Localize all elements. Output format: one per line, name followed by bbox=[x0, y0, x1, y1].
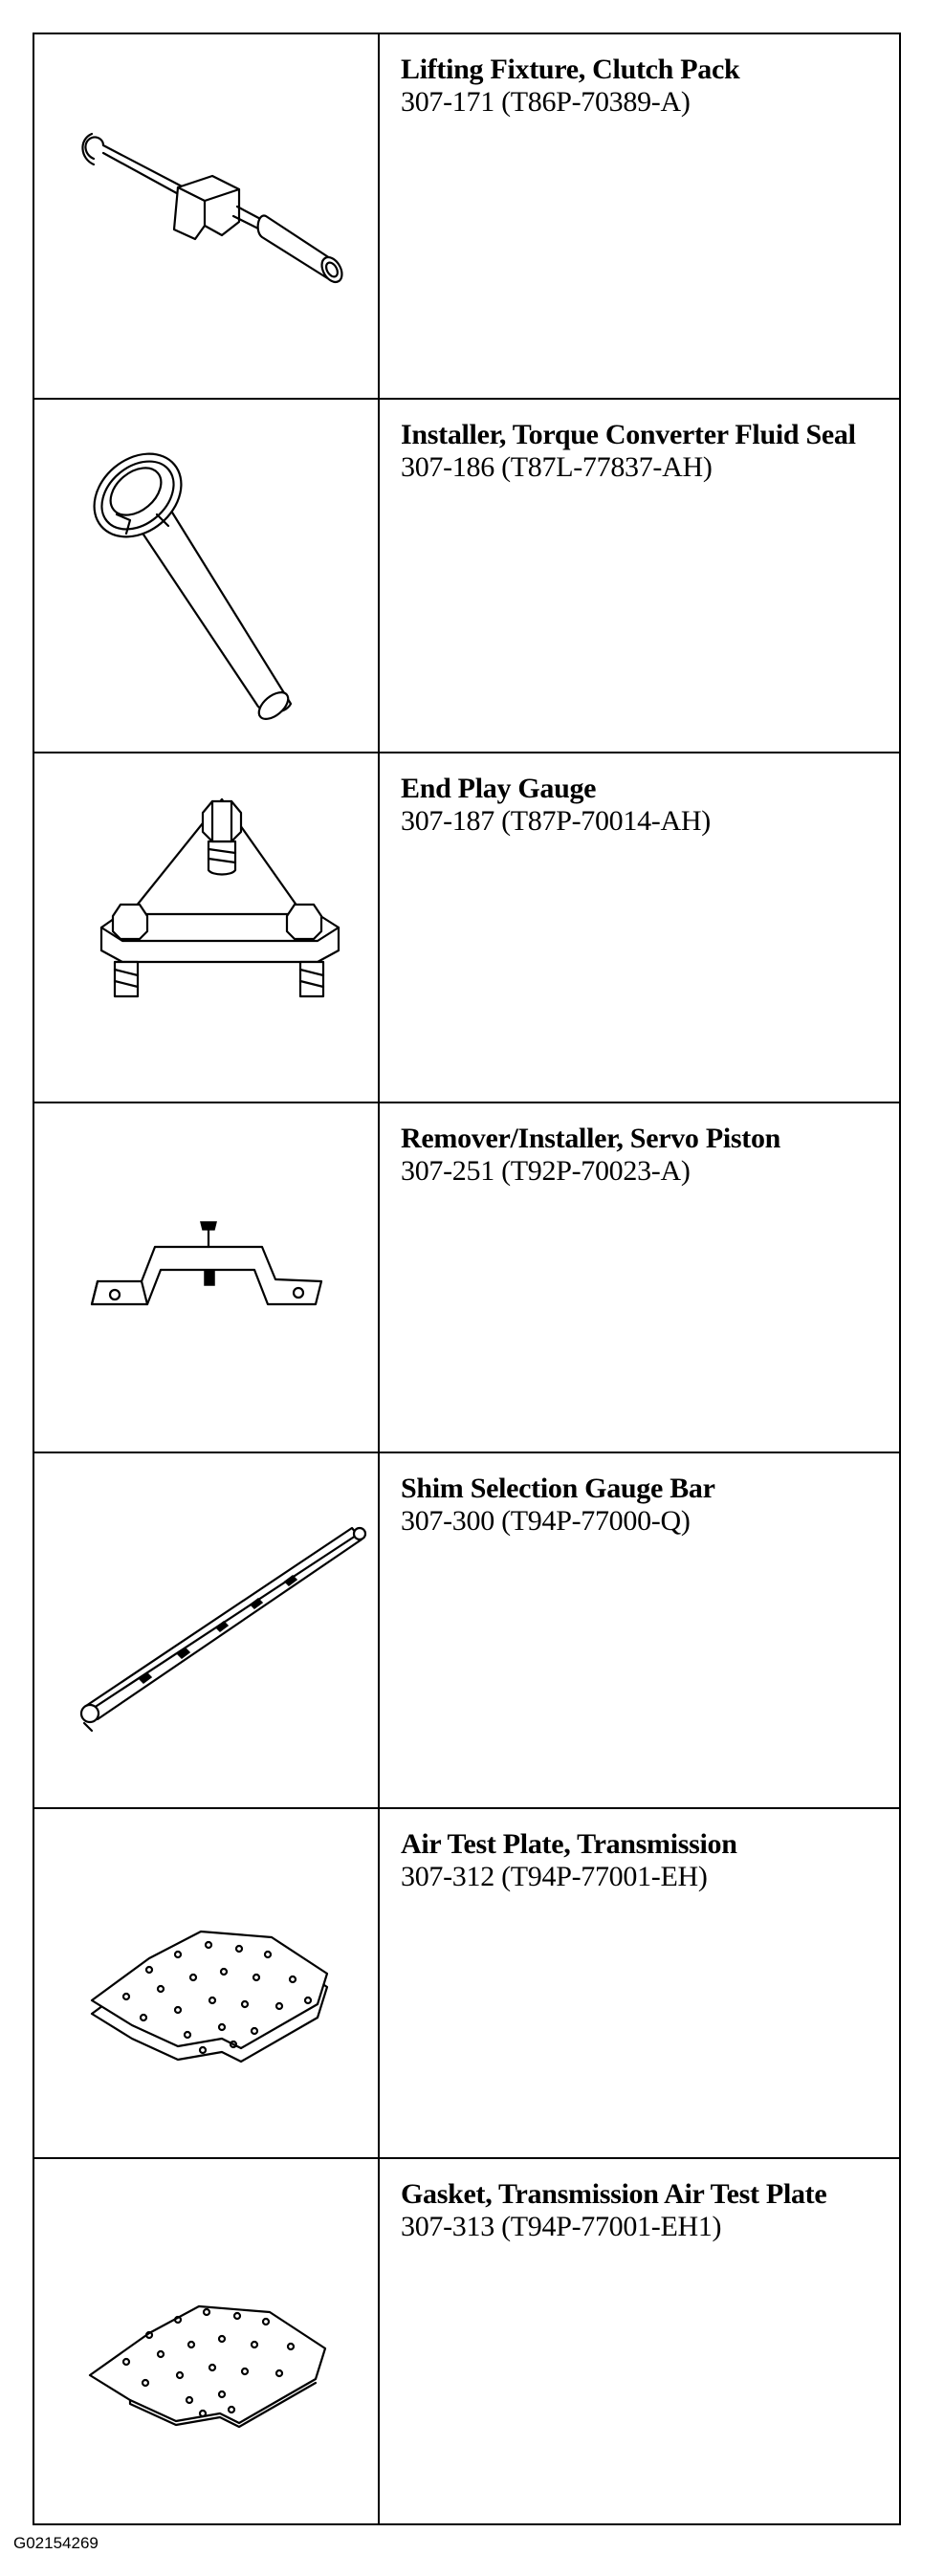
tool-illustration-cell bbox=[33, 1808, 379, 2158]
tool-description-cell bbox=[379, 399, 900, 753]
tool-row bbox=[33, 399, 900, 753]
tool-part-number: 307-186 (T87L-77837-AH) bbox=[401, 451, 713, 483]
tool-name: Installer, Torque Converter Fluid Seal bbox=[401, 419, 856, 450]
clutch-pack-lifting-fixture-icon bbox=[34, 34, 378, 398]
air-test-plate-icon bbox=[34, 1809, 378, 2157]
tool-description-cell bbox=[379, 33, 900, 399]
tool-illustration-cell bbox=[33, 1452, 379, 1808]
tool-part-number: 307-187 (T87P-70014-AH) bbox=[401, 805, 711, 837]
tool-row bbox=[33, 2158, 900, 2524]
tool-row bbox=[33, 753, 900, 1102]
tool-row bbox=[33, 33, 900, 399]
special-tools-table bbox=[33, 33, 901, 2525]
tool-name: End Play Gauge bbox=[401, 773, 597, 804]
tool-illustration-cell bbox=[33, 399, 379, 753]
tool-description-cell bbox=[379, 1102, 900, 1452]
tool-part-number: 307-313 (T94P-77001-EH1) bbox=[401, 2211, 722, 2242]
tool-illustration-cell bbox=[33, 33, 379, 399]
tool-name: Shim Selection Gauge Bar bbox=[401, 1473, 715, 1504]
tool-part-number: 307-251 (T92P-70023-A) bbox=[401, 1155, 691, 1187]
tool-description-cell bbox=[379, 753, 900, 1102]
figure-id: G02154269 bbox=[13, 2534, 99, 2552]
tool-part-number: 307-300 (T94P-77000-Q) bbox=[401, 1505, 691, 1537]
tool-name: Lifting Fixture, Clutch Pack bbox=[401, 54, 740, 85]
tool-description-cell bbox=[379, 2158, 900, 2524]
gasket-icon bbox=[34, 2159, 378, 2523]
tool-row bbox=[33, 1452, 900, 1808]
tool-description-cell bbox=[379, 1452, 900, 1808]
tool-name: Gasket, Transmission Air Test Plate bbox=[401, 2178, 827, 2210]
tool-row bbox=[33, 1102, 900, 1452]
tool-row bbox=[33, 1808, 900, 2158]
tool-name: Air Test Plate, Transmission bbox=[401, 1828, 737, 1860]
end-play-gauge-icon bbox=[34, 753, 378, 1102]
tool-name: Remover/Installer, Servo Piston bbox=[401, 1123, 781, 1154]
gauge-bar-icon bbox=[34, 1453, 378, 1807]
servo-piston-tool-icon bbox=[34, 1103, 378, 1452]
tool-description-cell bbox=[379, 1808, 900, 2158]
tool-part-number: 307-171 (T86P-70389-A) bbox=[401, 86, 691, 118]
seal-installer-icon bbox=[34, 400, 378, 752]
tool-part-number: 307-312 (T94P-77001-EH) bbox=[401, 1861, 708, 1892]
tool-illustration-cell bbox=[33, 1102, 379, 1452]
tool-illustration-cell bbox=[33, 2158, 379, 2524]
tool-illustration-cell bbox=[33, 753, 379, 1102]
